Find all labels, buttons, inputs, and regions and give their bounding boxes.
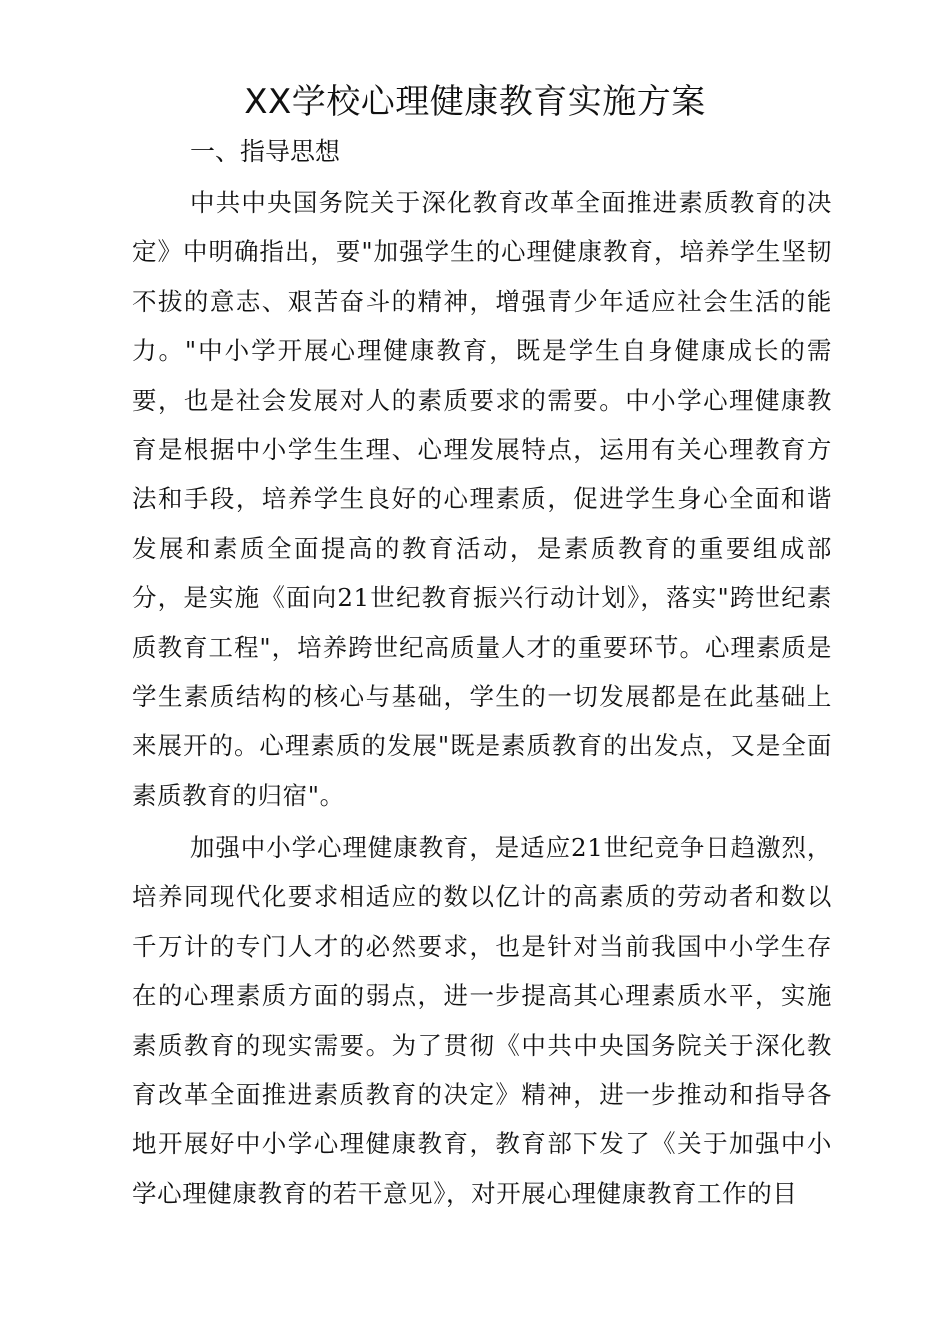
document-title: XX学校心理健康教育实施方案 bbox=[244, 82, 706, 122]
paragraph-2: 加强中小学心理健康教育，是适应21世纪竞争日趋激烈，培养同现代化要求相适应的数以亿计的高素质的劳动者和数以千万计的专门人才的必然要求，也是针对当前我国中小学生存在的心理素质方面的弱点，进一步提高其心理素质水平，实施素质教育的现实需要。为了贯彻《中共中央国务院关于深化教育改革全面推进素质教育的决定》精神，进一步推动和指导各地开展好中小学心理健康教育，教育部下发了《关于加强中小学心理健康教育的若干意见》，对开展心理健康教育工作的目 bbox=[132, 833, 832, 1208]
paragraph-1: 中共中央国务院关于深化教育改革全面推进素质教育的决定》中明确指出，要"加强学生的心理健康教育，培养学生坚韧不拔的意志、艰苦奋斗的精神，增强青少年适应社会生活的能力。"中小学开展心理健康教育，既是学生自身健康成长的需要，也是社会发展对人的素质要求的需要。中小学心理健康教育是根据中小学生生理、心理发展特点，运用有关心理教育方法和手段，培养学生良好的心理素质，促进学生身心全面和谐发展和素质全面提高的教育活动，是素质教育的重要组成部分，是实施《面向21世纪教育振兴行动计划》，落实"跨世纪素质教育工程"，培养跨世纪高质量人才的重要环节。心理素质是学生素质结构的核心与基础，学生的一切发展都是在此基础上来展开的。心理素质的发展"既是素质教育的出发点，又是全面素质教育的归宿"。 bbox=[132, 188, 832, 810]
section-heading: 一、指导思想 bbox=[190, 137, 341, 166]
